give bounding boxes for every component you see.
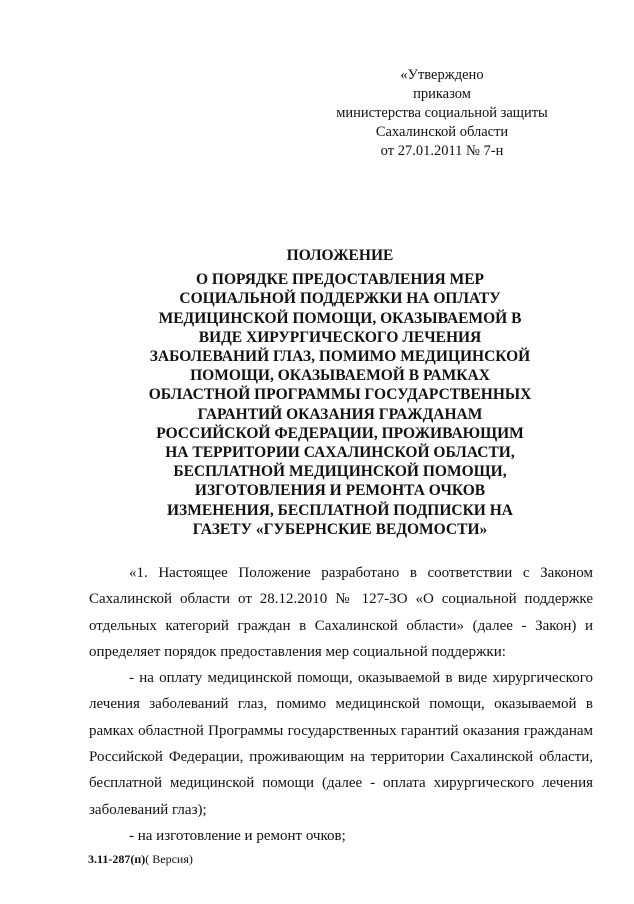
title-line: ПОМОЩИ, ОКАЗЫВАЕМОЙ В РАМКАХ xyxy=(190,367,490,385)
title-line: ВИДЕ ХИРУРГИЧЕСКОГО ЛЕЧЕНИЯ xyxy=(198,328,482,346)
approval-date-line: от 27.01.2011 № 7-н xyxy=(380,143,504,159)
document-body xyxy=(89,560,593,849)
document-code: 3.11-287(п) xyxy=(88,852,146,866)
title-line: ГАРАНТИЙ ОКАЗАНИЯ ГРАЖДАНАМ xyxy=(197,405,483,423)
body-paragraph: - на оплату медицинской помощи, оказываемой в виде хирургического лечения заболеваний глаз, помимо медицинской помощи, оказываемой в рамках областной Программы государственных гарантий оказания гражданам Российской Федерации, проживающим на территории Сахалинской области, бесплатной медицинской помощи (далее - оплата хирургического лечения заболеваний глаз); xyxy=(89,670,593,818)
title-line: О ПОРЯДКЕ ПРЕДОСТАВЛЕНИЯ МЕР xyxy=(195,271,485,289)
document-footer xyxy=(88,852,193,867)
title-line: БЕСПЛАТНОЙ МЕДИЦИНСКОЙ ПОМОЩИ, xyxy=(173,463,507,481)
approval-line: министерства социальной защиты xyxy=(336,105,548,121)
approval-line: приказом xyxy=(413,86,471,102)
title-line: ИЗГОТОВЛЕНИЯ И РЕМОНТА ОЧКОВ xyxy=(194,482,486,500)
title-line: ГАЗЕТУ «ГУБЕРНСКИЕ ВЕДОМОСТИ» xyxy=(192,520,488,538)
approval-line: Сахалинской области xyxy=(375,124,509,140)
title-line: ИЗМЕНЕНИЯ, БЕСПЛАТНОЙ ПОДПИСКИ НА xyxy=(167,501,513,519)
body-paragraph: - на изготовление и ремонт очков; xyxy=(129,827,346,844)
approval-line: «Утверждено xyxy=(400,67,484,83)
document-version: ( Версия) xyxy=(145,852,193,866)
title-line: РОССИЙСКОЙ ФЕДЕРАЦИИ, ПРОЖИВАЮЩИМ xyxy=(156,424,524,442)
title-line: СОЦИАЛЬНОЙ ПОДДЕРЖКИ НА ОПЛАТУ xyxy=(179,290,501,308)
title-line: ЗАБОЛЕВАНИЙ ГЛАЗ, ПОМИМО МЕДИЦИНСКОЙ xyxy=(149,348,531,366)
body-paragraph: «1. Настоящее Положение разработано в соответствии с Законом Сахалинской области от 28.12.2010 № 127-ЗО «О социальной поддержке отдельных категорий граждан в Сахалинской области» (далее - Закон) и определяет порядок предоставления мер социальной поддержки: xyxy=(89,565,593,660)
approval-stamp xyxy=(316,66,568,161)
document-title xyxy=(100,246,580,539)
title-line: НА ТЕРРИТОРИИ САХАЛИНСКОЙ ОБЛАСТИ, xyxy=(165,444,515,462)
title-line: ОБЛАСТНОЙ ПРОГРАММЫ ГОСУДАРСТВЕННЫХ xyxy=(148,386,532,404)
title-line: МЕДИЦИНСКОЙ ПОМОЩИ, ОКАЗЫВАЕМОЙ В xyxy=(158,309,522,327)
title-heading: ПОЛОЖЕНИЕ xyxy=(286,247,394,264)
